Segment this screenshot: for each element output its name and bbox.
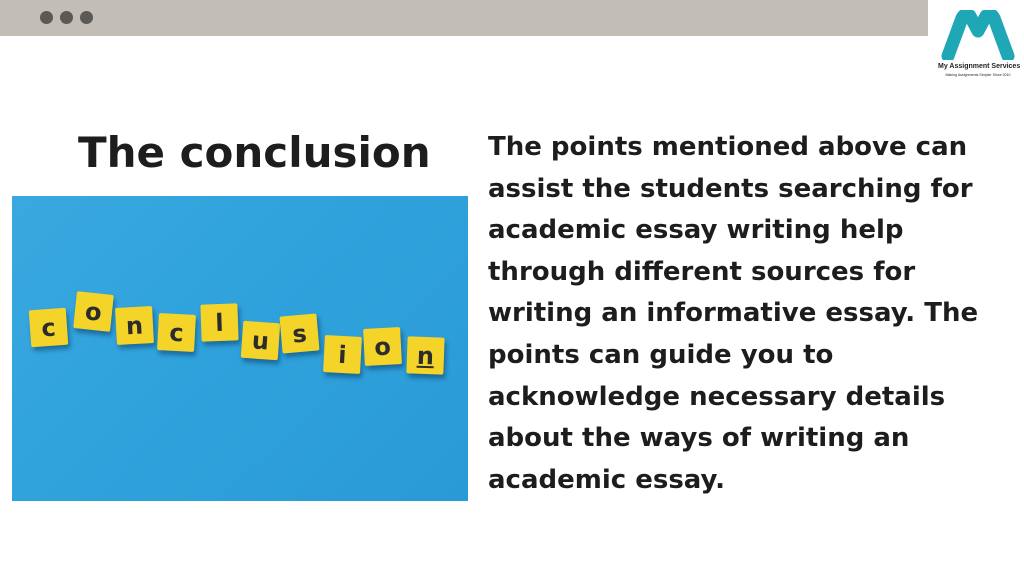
letter-tile: s [279, 313, 319, 353]
letter-tile: c [157, 313, 196, 352]
letter-tile: n [115, 306, 154, 345]
top-bar [0, 0, 928, 36]
body-paragraph: The points mentioned above can assist the students searching for academic essay writing help through different sources for writing an informative essay. The points can guide you to acknowledge necessary details about the ways of writing an academic essay. [488, 132, 979, 495]
letter-tile: i [323, 335, 362, 374]
window-dots [40, 11, 93, 24]
letter-tile: o [73, 291, 114, 332]
letter-tile: u [241, 321, 280, 360]
letter-tile: c [29, 308, 68, 347]
logo-tagline: Making Assignments Simpler Since 2010 [945, 73, 1011, 77]
dot-icon [80, 11, 93, 24]
letter-tile: o [363, 327, 402, 366]
letter-tile: n [406, 336, 444, 374]
logo-name: My Assignment Services [938, 63, 1021, 70]
slide-title: The conclusion [78, 128, 431, 177]
brand-logo [938, 10, 1021, 82]
dot-icon [60, 11, 73, 24]
m-logo-icon [941, 10, 1015, 60]
conclusion-photo [12, 196, 468, 501]
dot-icon [40, 11, 53, 24]
letter-tile: l [200, 303, 238, 341]
